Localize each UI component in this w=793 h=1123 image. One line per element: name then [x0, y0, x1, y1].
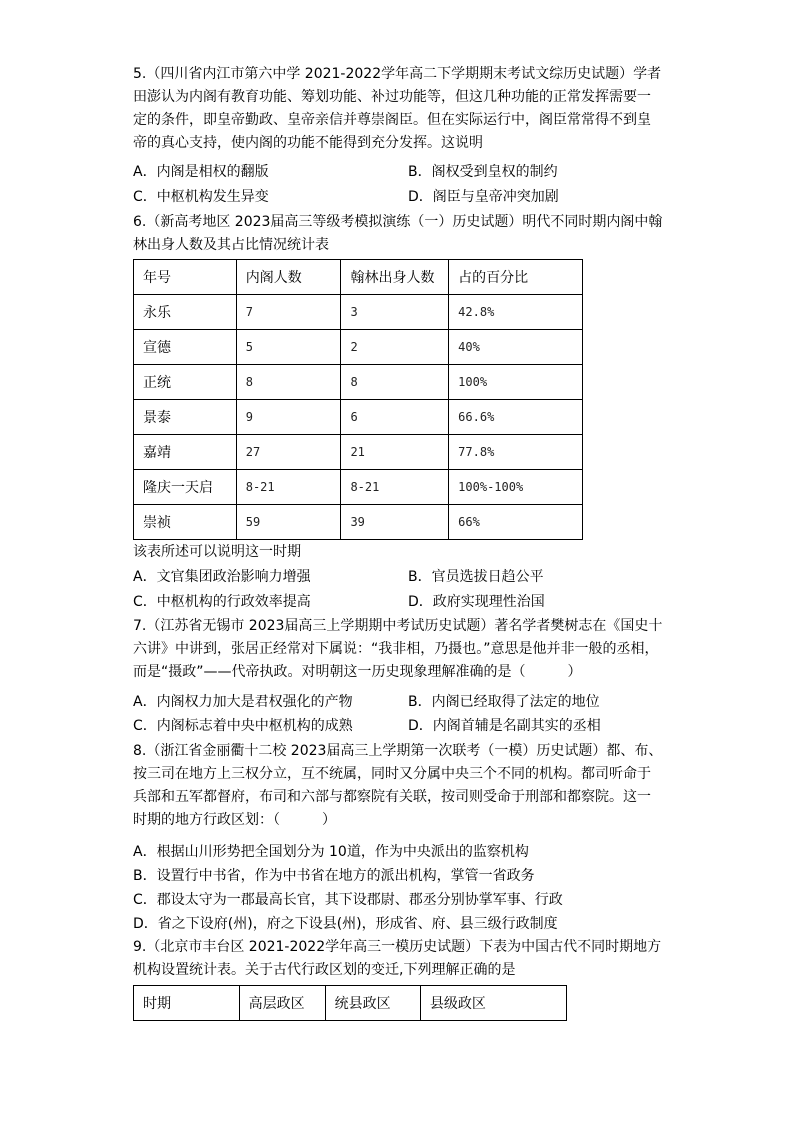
table-cell: 27	[236, 435, 341, 470]
table-cell: 3	[341, 295, 449, 330]
table-cell: 正统	[134, 365, 237, 400]
table-row	[134, 400, 583, 435]
table-cell: 42.8%	[449, 295, 583, 330]
q5-option-c: C．中枢机构发生异变	[133, 189, 269, 205]
table-row	[134, 295, 583, 330]
q6-follow-text: 该表所述可以说明这一时期	[133, 544, 301, 560]
table-cell: 隆庆一天启	[134, 470, 237, 505]
q6-option-c: C．中枢机构的行政效率提高	[133, 594, 311, 610]
question-9-stem: 9.（北京市丰台区 2021-2022学年高三一模历史试题）下表为中国古代不同时期地方机构设置统计表。关于古代行政区划的变迁,下列理解正确的是	[133, 939, 662, 978]
table-cell: 嘉靖	[134, 435, 237, 470]
table-cell: 8	[236, 365, 341, 400]
table-header-cell: 统县政区	[325, 986, 420, 1021]
question-6-stem: 6.（新高考地区 2023届高三等级考模拟演练（一）历史试题）明代不同时期内阁中翰林出身人数及其占比情况统计表	[133, 214, 663, 253]
table-cell: 6	[341, 400, 449, 435]
table-cell: 66.6%	[449, 400, 583, 435]
table-header-row	[134, 986, 567, 1021]
table-cell: 100%	[449, 365, 583, 400]
table-cell: 100%-100%	[449, 470, 583, 505]
q7-option-d: D．内阁首辅是名副其实的丞相	[408, 718, 601, 734]
q6-table	[133, 259, 583, 540]
q5-option-b: B．阁权受到皇权的制约	[408, 164, 558, 180]
table-cell: 8-21	[341, 470, 449, 505]
table-cell: 崇祯	[134, 505, 237, 540]
table-cell: 59	[236, 505, 341, 540]
question-7-stem: 7.（江苏省无锡市 2023届高三上学期期中考试历史试题）著名学者樊树志在《国史十六讲》中讲到，张居正经常对下属说：“我非相，乃摄也。”意思是他并非一般的丞相，而是“摄政”——代帝执政。对明朝这一历史现象理解准确的是（ ）	[133, 618, 663, 680]
table-cell: 7	[236, 295, 341, 330]
table-cell: 5	[236, 330, 341, 365]
q5-option-d: D．阁臣与皇帝冲突加剧	[408, 189, 559, 205]
table-header-row	[134, 260, 583, 295]
q9-table	[133, 985, 567, 1021]
q7-option-b: B．内阁已经取得了法定的地位	[408, 694, 600, 710]
table-cell: 2	[341, 330, 449, 365]
table-cell: 39	[341, 505, 449, 540]
table-header-cell: 高层政区	[239, 986, 325, 1021]
table-cell: 永乐	[134, 295, 237, 330]
table-row	[134, 330, 583, 365]
table-cell: 宣德	[134, 330, 237, 365]
table-cell: 8	[341, 365, 449, 400]
question-8-stem: 8.（浙江省金丽衢十二校 2023届高三上学期第一次联考（一模）历史试题）都、布、按三司在地方上三权分立，互不统属，同时又分属中央三个不同的机构。都司听命于兵部和五军都督府，布司和六部与都察院有关联，按司则受命于刑部和都察院。这一时期的地方行政区划：（ ）	[133, 743, 663, 828]
table-cell: 9	[236, 400, 341, 435]
table-header-cell: 县级政区	[420, 986, 566, 1021]
q6-option-b: B．官员选拔日趋公平	[408, 569, 544, 585]
table-header-cell: 年号	[134, 260, 237, 295]
q8-option-b: B．设置行中书省，作为中书省在地方的派出机构，掌管一省政务	[133, 868, 535, 884]
table-cell: 40%	[449, 330, 583, 365]
table-header-cell: 占的百分比	[449, 260, 583, 295]
q6-option-d: D．政府实现理性治国	[408, 594, 545, 610]
table-header-cell: 内阁人数	[236, 260, 341, 295]
table-row	[134, 365, 583, 400]
table-header-cell: 翰林出身人数	[341, 260, 449, 295]
table-row	[134, 505, 583, 540]
q7-option-c: C．内阁标志着中央中枢机构的成熟	[133, 718, 353, 734]
table-cell: 77.8%	[449, 435, 583, 470]
q8-option-d: D．省之下设府(州)，府之下设县(州)，形成省、府、县三级行政制度	[133, 916, 558, 932]
table-cell: 景泰	[134, 400, 237, 435]
q7-option-a: A．内阁权力加大是君权强化的产物	[133, 694, 353, 710]
table-header-cell: 时期	[134, 986, 240, 1021]
table-cell: 21	[341, 435, 449, 470]
table-row	[134, 470, 583, 505]
table-cell: 66%	[449, 505, 583, 540]
question-5-stem: 5.（四川省内江市第六中学 2021-2022学年高二下学期期末考试文综历史试题）学者田澎认为内阁有教育功能、筹划功能、补过功能等，但这几种功能的正常发挥需要一定的条件，即皇帝勤政、皇帝亲信并尊崇阁臣。但在实际运行中，阁臣常常得不到皇帝的真心支持，使内阁的功能不能得到充分发挥。这说明	[133, 66, 662, 151]
q6-option-a: A．文官集团政治影响力增强	[133, 569, 311, 585]
table-row	[134, 435, 583, 470]
q5-option-a: A．内阁是相权的翻版	[133, 164, 269, 180]
table-cell: 8-21	[236, 470, 341, 505]
q8-option-c: C．郡设太守为一郡最高长官，其下设郡尉、郡丞分别协掌军事、行政	[133, 892, 563, 908]
q8-option-a: A．根据山川形势把全国划分为 10道，作为中央派出的监察机构	[133, 844, 529, 860]
